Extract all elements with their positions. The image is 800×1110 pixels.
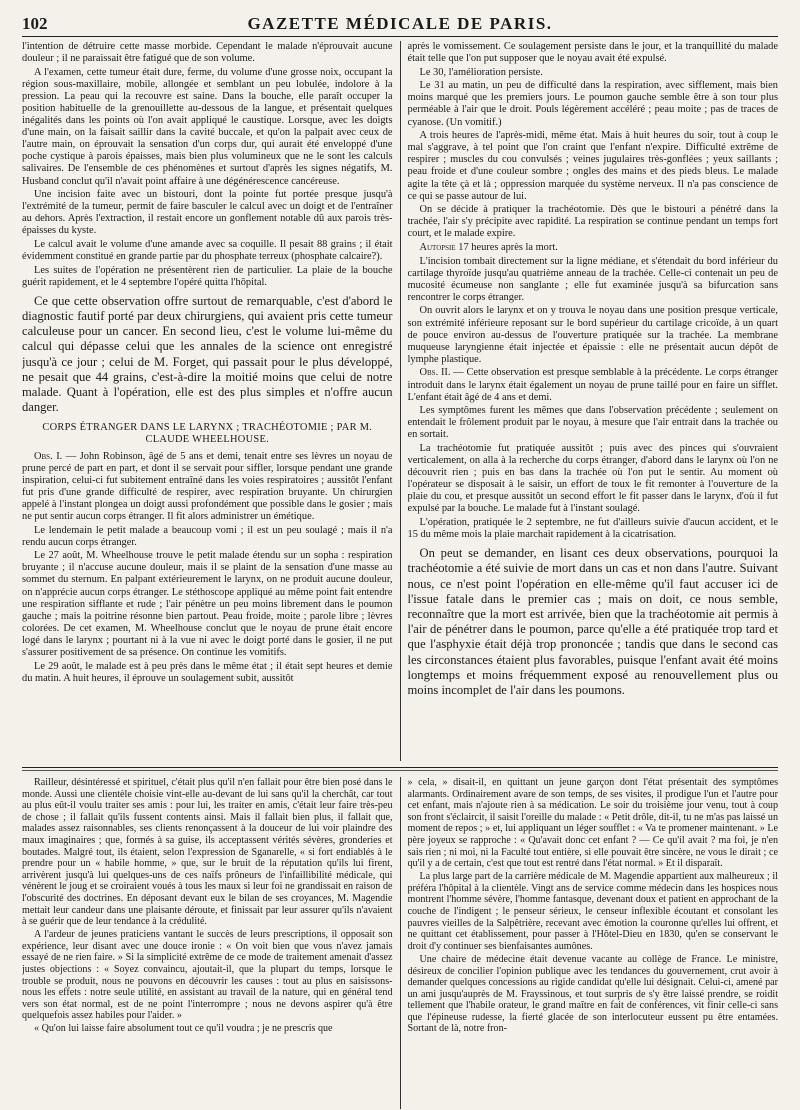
top-section	[22, 41, 778, 761]
paragraph: Le lendemain le petit malade a beaucoup vomi ; il est un peu soulagé ; mais il n'a rendu aucun corps étranger.	[22, 524, 393, 548]
paragraph: Le 31 au matin, un peu de difficulté dans la respiration, avec sifflement, mais bien moins marqué que les premiers jours. Le poumon gauche semble être à son tour plus perméable à l'air que le droit. Pouls légèrement accéléré ; peau moite ; pas de traces de cyanose. (Un vomitif.)	[407, 80, 778, 128]
paragraph-text: — John Robinson, âgé de 5 ans et demi, tenait entre ses lèvres un noyau de prune percé de part en part, et dont il se servait pour siffler, lorsque pendant une grande inspiration, celui-ci fut subitement entraîné dans les voies respiratoires ; aussitôt l'enfant fut pris d'une grande difficulté de respirer, avec respiration bruyante. Un chirurgien appelé à l'instant plongea un doigt aussi profondément que possible dans le gosier ; mais ne put sentir aucun corps étranger. Il fit alors administrer un émétique.	[22, 450, 393, 522]
paragraph: A l'examen, cette tumeur était dure, ferme, du volume d'une grosse noix, occupant la région sous-maxillaire, mobile, allongée et semblant un peu lobulée, indolore à la pression. La peau qui la recouvre est saine. Dans la bouche, elle paraît occuper la position habituelle de la grenouillette au-dessous de la langue, et présentait quelques inégalités dans les points où l'on avait appliqué le caustique. Lorsque, avec les doigts d'une main, on la faisait saillir dans la cavité buccale, et qu'on la palpait avec ceux de l'autre main, on éprouvait la sensation d'un corps dur, qui aurait été enveloppé d'une poche cystique à parois épaisses, mais bien plus volumineux que ne le sont les calculs salivaires. De l'ensemble de ces phénomènes et surtout d'après les signes négatifs, M. Husband conclut qu'il n'avait point affaire à une dégénérescence cancéreuse.	[22, 66, 393, 187]
section-divider	[22, 767, 778, 768]
section-title	[22, 422, 393, 447]
paragraph: l'intention de détruire cette masse morbide. Cependant le malade n'éprouvait aucune douleur ; il ne paraissait être fatigué que de son volume.	[22, 41, 393, 65]
commentary-paragraph: Ce que cette observation offre surtout de remarquable, c'est d'abord le diagnostic fautif porté par deux chirurgiens, qui avaient pris cette tumeur calculeuse pour un cancer. En second lieu, c'est le volume lui-même du calcul qui dépasse celui que les annales de la science ont enregistré jusqu'à ce jour ; celui de M. Forget, qui passait pour le plus développé, ne pesait que 44 grains, c'est-à-dire la moitié moins que celui de notre malade. Quant à l'opération, elle est des plus simples et n'offre aucun danger.	[22, 293, 393, 415]
paragraph	[408, 242, 779, 254]
paragraph: Railleur, désintéressé et spirituel, c'était plus qu'il n'en fallait pour être bien posé dans le monde. Aussi une clientèle choisie vint-elle au-devant de lui sans qu'il la cherchât, car tout au plus eût-il voulu traiter ses amis : pour lui, les traiter en amis, c'était leur faire très-peu de chose ; il fallait qu'ils fussent contents ainsi. Mais il fallait bien plus, il fallait que, malades assez raisonnables, ses clients renonçassent à la douceur de lui voir plaindre des maux imaginaires ; que, formés à sa guise, ils acceptassent vérités sévères, gronderies et boutades. Malgré tout, ils étaient, selon l'expression de Sganarelle, « si fort endiablés à le prendre pour un « habile homme, » que, sur le bruit de la réputation qu'ils lui firent, arrivèrent jusqu'à lui quelques-uns de ces naïfs prôneurs de l'infaillibilité médicale, qui vénèrent le joug et se croiraient voués à tous les maux si leur foi ne grandissait en raison de l'obscurité des doctrines. En déposant devant eux le bilan de ses croyances, M. Magendie mettait leur candeur dans une plaisante déroute, et finissait par leur assurer qu'ils n'avaient à se guérir que de leur tendance à la crédulité.	[22, 777, 393, 928]
paragraph: « Qu'on lui laisse faire absolument tout ce qu'il voudra ; je ne prescris que	[34, 1023, 333, 1035]
column-rule	[400, 777, 401, 1109]
observation-label: Obs. I.	[34, 450, 63, 462]
paragraph: Une chaire de médecine était devenue vacante au collège de France. Le ministre, désireux de concilier l'opinion publique avec les tendances du gouvernement, crut avoir à demander quelques concessions au rigide candidat qu'elle lui désignait. Celui-ci, amené par un ami jusqu'auprès de M. Frayssinous, et tout surpris de s'y être laissé prendre, se roidit tellement que l'habile orateur, le grand maître en fait de conférences, vit finir celle-ci sans que l'épineuse rudesse, la fierté glacée de son interlocuteur eussent pu être entamées. Sortant de là, notre fron-	[407, 953, 778, 1035]
paragraph: La trachéotomie fut pratiquée aussitôt ; puis avec des pinces qui s'ouvraient verticalement, on alla à la recherche du corps étranger, d'abord dans le larynx où l'on ne découvrit rien ; puis en bas dans la trachée où l'on put le sentir. Au moment où l'opérateur se disposait à le saisir, un effort de toux le fit remonter à l'ouverture de la plaie du cou, et presque aussitôt un second effort le fit passer dans le larynx, d'où il fut expulsé par la bouche. Le malade fut à l'instant soulagé.	[407, 443, 778, 515]
paragraph: Le calcul avait le volume d'une amande avec sa coquille. Il pesait 88 grains ; il était évidemment constitué en grande partie par du phosphate terreux (phosphate calcaire?).	[22, 239, 393, 263]
commentary-paragraph: On peut se demander, en lisant ces deux observations, pourquoi la trachéotomie a été suivie de mort dans un cas et non dans l'autre. Suivant nous, ce n'est point l'opération en elle-même qu'il faut accuser ici de l'issue fatale dans le premier cas ; mais on doit, ce nous semble, reconnaître que la mort est arrivée, bien que la trachéotomie ait permis à l'air de pénétrer dans le poumon, parce qu'elle a été pratiquée trop tard et que l'asphyxie était déjà trop prononcée ; tandis que dans le second cas les circonstances étaient plus favorables, puisque l'enfant avait été moins longtemps et moins fréquemment exposé au renouvellement plus ou moins incomplet de l'air dans les poumons.	[407, 546, 778, 698]
paragraph-text: — Cette observation est presque semblable à la précédente. Le corps étranger introduit dans le larynx était également un noyau de prune taillé pour en faire un sifflet. L'enfant était âgé de 4 ans et demi.	[407, 367, 778, 403]
autopsy-label: Autopsie	[419, 242, 456, 253]
top-right-column	[408, 41, 779, 761]
section-author: PAR M. CLAUDE WHEELHOUSE.	[145, 421, 373, 445]
column-rule	[400, 41, 401, 761]
section-title-text: CORPS ÉTRANGER DANS LE LARYNX ; TRACHÉOTOMIE ;	[42, 421, 334, 433]
paragraph: La plus large part de la carrière médicale de M. Magendie appartient aux malheureux ; il préféra l'hôpital à la clientèle. Vingt ans de service comme médecin dans les hospices nous montrent l'homme sévère, l'homme fantasque, devenant doux et patient en approchant de la couche de l'indigent ; le penseur sérieux, le censeur inflexible écoutant et consolant les pauvres vieilles de la Salpêtrière, recevant avec émotion la couronne qu'elles lui offrent, et ne quittant cet établissement, pour passer à l'Hôtel-Dieu en 1830, qu'en se conservant le droit d'y continuer ses bienfaisantes aumônes.	[407, 871, 778, 952]
paragraph: après le vomissement. Ce soulagement persiste dans le jour, et la tranquillité du malade était telle que l'on put supposer que le noyau avait été expulsé.	[407, 41, 778, 65]
paragraph: » cela, » disait-il, en quittant un jeune garçon dont l'état présentait des symptômes alarmants. Ordinairement avare de son temps, de ses visites, il prodigue l'un et l'autre pour cet enfant, mais n'ajoute rien à sa médication. Le soir du troisième jour venu, tout à coup son front s'éclaircit, il saisit l'oreille du malade : « Petit drôle, dit-il, tu ne m'as pas laissé un moment de repos ; » et, lui appliquant un léger soufflet : « Va te promener maintenant. » Le père joyeux se rapproche : « Qu'avait donc cet enfant ? — Ce qu'il avait ? ma foi, je n'en sais rien ; ni moi, ni la Faculté tout entière, si elle pouvait être sincère, ne vous le dirait ; ce qu'il y a de certain, c'est que tout est rentré dans l'état normal. » Et il disparaît.	[407, 777, 778, 870]
bottom-left-column	[22, 777, 393, 1109]
top-left-column	[22, 41, 393, 761]
observation-label: Obs. II.	[419, 367, 451, 379]
bottom-right-column	[408, 777, 779, 1109]
paragraph: Le 29 août, le malade est à peu près dans le même état ; il était sept heures et demie du matin. A huit heures, il éprouve un soulagement subit, aussitôt	[22, 660, 393, 684]
paragraph: L'incision tombait directement sur la ligne médiane, et s'étendait du bord inférieur du cartilage thyroïde jusqu'au quatrième anneau de la trachée. Celle-ci contenait un peu de mucosité écumeuse non sanglante ; elle fut examinée jusqu'à sa bifurcation sans rencontrer le corps étranger.	[407, 255, 778, 303]
paragraph: Le 27 août, M. Wheelhouse trouve le petit malade étendu sur un sopha : respiration bruyante ; il n'accuse aucune douleur, mais il se plaint de la sensation d'une masse au sommet du sternum. En palpant extérieurement le larynx, on ne produit aucune douleur, on n'apprécie aucun corps étranger. Le stéthoscope appliqué au même point fait entendre une respiration sifflante et rude ; l'air pénètre un peu moins librement dans le poumon gauche ; mais la poitrine résonne bien partout. Peau froide, moite ; parole libre ; lèvres colorées. De cet examen, M. Wheelhouse conclut que le noyau de prune était encore logé dans le larynx ; pourtant ni à la vue ni avec le doigt porté dans le gosier, il ne put s'assurer positivement de sa présence. On continue les vomitifs.	[22, 550, 393, 658]
paragraph: Le 30, l'amélioration persiste.	[419, 66, 543, 78]
paragraph: L'opération, pratiquée le 2 septembre, ne fut d'ailleurs suivie d'aucun accident, et le 15 du même mois la plaie marchait rapidement à la cicatrisation.	[407, 517, 778, 541]
paragraph: A trois heures de l'après-midi, même état. Mais à huit heures du soir, tout à coup le mal s'aggrave, à tel point que l'on craint que l'enfant n'expire. Difficulté extrême de respirer ; muscles du cou convulsés ; veines jugulaires très-gonflées ; yeux saillants ; peau froide et d'une couleur sombre ; ongles des mains et des pieds bleus. Le malade agite la tête çà et là ; oppression marquée du système nerveux. Il n'a pas conscience de ce qui se passe autour de lui.	[407, 130, 778, 202]
page-number: 102	[22, 14, 48, 33]
page-header	[22, 14, 778, 37]
paragraph: On ouvrit alors le larynx et on y trouva le noyau dans une position presque verticale, son extrémité inférieure reposant sur le bord supérieur du cartilage cricoïde, à un quart de pouce environ au-dessus de l'ouverture pratiquée sur la trachée. La membrane muqueuse laryngienne était injectée et épaissie : elle ne présentait aucun dépôt de lymphe plastique.	[407, 305, 778, 365]
paragraph-text: 17 heures après la mort.	[455, 242, 558, 253]
paragraph: Une incision faite avec un bistouri, dont la pointe fut portée presque jusqu'à l'extrémité de la tumeur, permit de faire basculer le calcul avec un doigt et de l'entraîner au dehors. Après l'extraction, il restait encore un gonflement notable dû aux parois très-épaisses du kyste.	[22, 189, 393, 237]
journal-title: GAZETTE MÉDICALE DE PARIS.	[247, 14, 553, 33]
paragraph: A l'ardeur de jeunes praticiens vantant le succès de leurs prescriptions, il opposait son expérience, leur disant avec une douce ironie : « On voit bien que vous n'avez jamais essayé de ne rien faire. » Si la simplicité extrême de ce mode de traitement amenait d'assez justes objections : « Soyez convaincu, ajoutait-il, que la plupart du temps, lorsque le trouble se produit, nous ne pouvons en découvrir les causes : tout au plus en saisissons-nous les effets : notre seule utilité, en assistant au travail de la nature, qui en général tend vers son état normal, est de ne point l'interrompre ; nous ne devons aspirer qu'à être quelquefois assez habiles pour l'aider. »	[22, 929, 393, 1022]
section-divider-secondary	[22, 770, 778, 771]
paragraph	[408, 367, 779, 403]
paragraph	[22, 451, 393, 524]
paragraph: Les symptômes furent les mêmes que dans l'observation précédente ; seulement on entendait le frôlement produit par le noyau, à mesure que l'air entrait dans la trachée ou en sortait.	[407, 405, 778, 441]
paragraph: On se décide à pratiquer la trachéotomie. Dès que le bistouri a pénétré dans la trachée, l'air s'y précipite avec rapidité. La respiration se continue pendant un temps fort court, et le malade expire.	[407, 204, 778, 240]
paragraph: Les suites de l'opération ne présentèrent rien de particulier. La plaie de la bouche guérit rapidement, et le 4 septembre l'opéré quitta l'hôpital.	[22, 264, 393, 288]
feuilleton-section	[22, 777, 778, 1109]
